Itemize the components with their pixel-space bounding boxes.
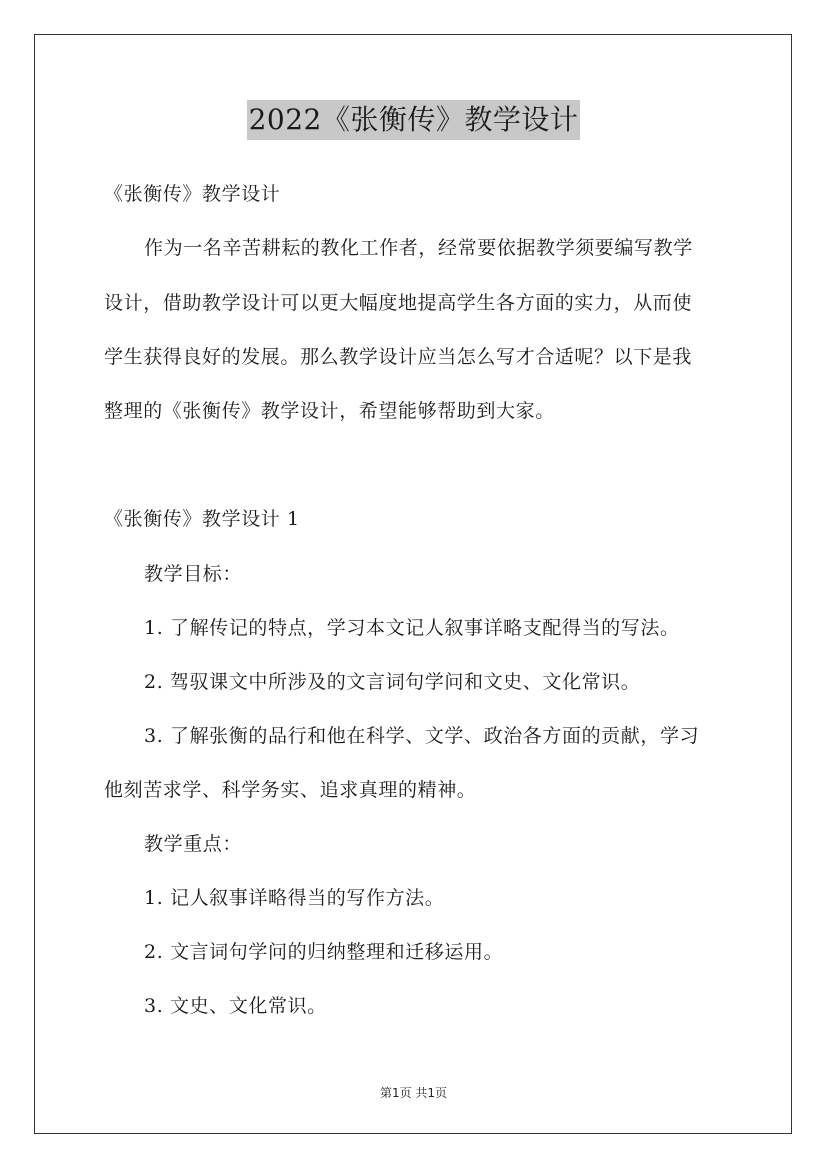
intro-line: 作为一名辛苦耕耘的教化工作者，经常要依据教学须要编写教学 (144, 237, 693, 259)
intro-line: 学生获得良好的发展。那么教学设计应当怎么写才合适呢？以下是我 (104, 346, 693, 368)
intro-line: 设计，借助教学设计可以更大幅度地提高学生各方面的实力，从而使 (104, 292, 693, 314)
title-container (0, 100, 827, 140)
subtitle: 《张衡传》教学设计 (104, 183, 281, 205)
focus-item: 3. 文史、文化常识。 (144, 995, 327, 1017)
focus-item: 2. 文言词句学问的归纳整理和迁移运用。 (144, 941, 504, 963)
section-title: 《张衡传》教学设计 1 (104, 508, 300, 530)
page-number: 第1页 共1页 (379, 1086, 448, 1100)
goal-item: 1. 了解传记的特点，学习本文记人叙事详略支配得当的写法。 (144, 617, 680, 639)
goal-item: 3. 了解张衡的品行和他在科学、文学、政治各方面的贡献，学习 (144, 725, 700, 747)
intro-line: 整理的《张衡传》教学设计，希望能够帮助到大家。 (104, 400, 555, 422)
goal-item-continued: 他刻苦求学、科学务实、追求真理的精神。 (104, 779, 477, 801)
focus-item: 1. 记人叙事详略得当的写作方法。 (144, 887, 445, 909)
document-title: 2022《张衡传》教学设计 (247, 100, 581, 140)
goal-item: 2. 驾驭课文中所涉及的文言词句学问和文史、文化常识。 (144, 671, 641, 693)
focus-heading: 教学重点： (144, 833, 243, 855)
goals-heading: 教学目标： (144, 563, 243, 585)
